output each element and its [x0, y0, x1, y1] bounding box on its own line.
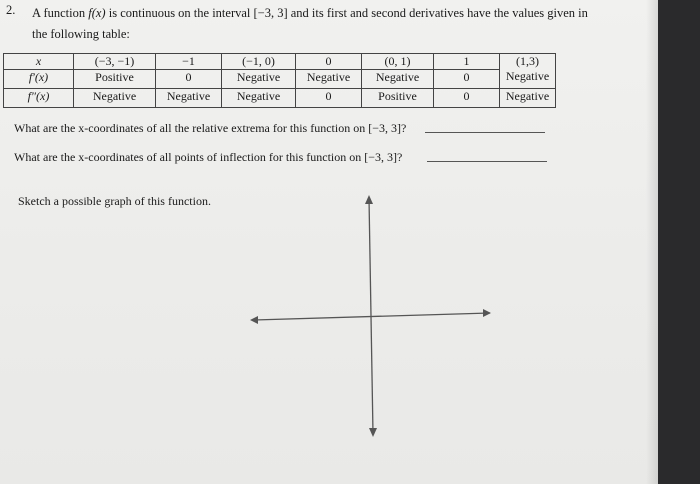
table-header-cell: (0, 1) [362, 54, 434, 70]
table-header-cell: −1 [156, 54, 222, 70]
fdoubleprime-cell: 0 [434, 89, 500, 108]
question-function: f(x) [88, 6, 106, 20]
fprime-cell: 0 [434, 70, 500, 89]
question-number: 2. [6, 3, 16, 17]
table-header-cell: (−1, 0) [222, 54, 296, 70]
question-text-suffix: is continuous on the interval [−3, 3] and its first and second derivatives have the values given in the following table: [32, 6, 588, 41]
fprime-cell: Negative [222, 70, 296, 89]
fdoubleprime-cell: Negative [500, 89, 556, 108]
fprime-cell: Negative [362, 70, 434, 89]
table-header-cell: (−3, −1) [74, 54, 156, 70]
fdoubleprime-cell: Negative [74, 89, 156, 108]
arrow-up-icon [365, 195, 373, 204]
fdoubleprime-cell: 0 [296, 89, 362, 108]
table-header-cell: 0 [296, 54, 362, 70]
inflection-prompt: What are the x-coordinates of all points of inflection for this function on [−3, 3]? [14, 150, 403, 164]
header-x: x [35, 54, 42, 68]
extrema-prompt: What are the x-coordinates of all the relative extrema for this function on [−3, 3]? [14, 121, 407, 135]
x-axis-line [254, 313, 490, 320]
arrow-right-icon [483, 309, 491, 317]
row-label-fdoubleprime: f″(x) [4, 89, 74, 108]
fprime-cell: Negative [296, 70, 362, 89]
fprime-cell: 0 [156, 70, 222, 89]
fdoubleprime-cell: Positive [362, 89, 434, 108]
header-interval-1-3: (1,3) [516, 54, 539, 68]
fprime-cell: Positive [74, 70, 156, 89]
fdoubleprime-cell: Negative [222, 89, 296, 108]
arrow-left-icon [250, 316, 258, 324]
row-label-fprime: f′(x) [4, 70, 74, 89]
fdoubleprime-cell: Negative [156, 89, 222, 108]
fprime-cell: Negative [505, 69, 550, 83]
question-text-prefix: A function [32, 6, 89, 20]
sketch-prompt: Sketch a possible graph of this function. [18, 194, 211, 208]
table-header-cell: 1 [434, 54, 500, 70]
arrow-down-icon [369, 428, 377, 437]
